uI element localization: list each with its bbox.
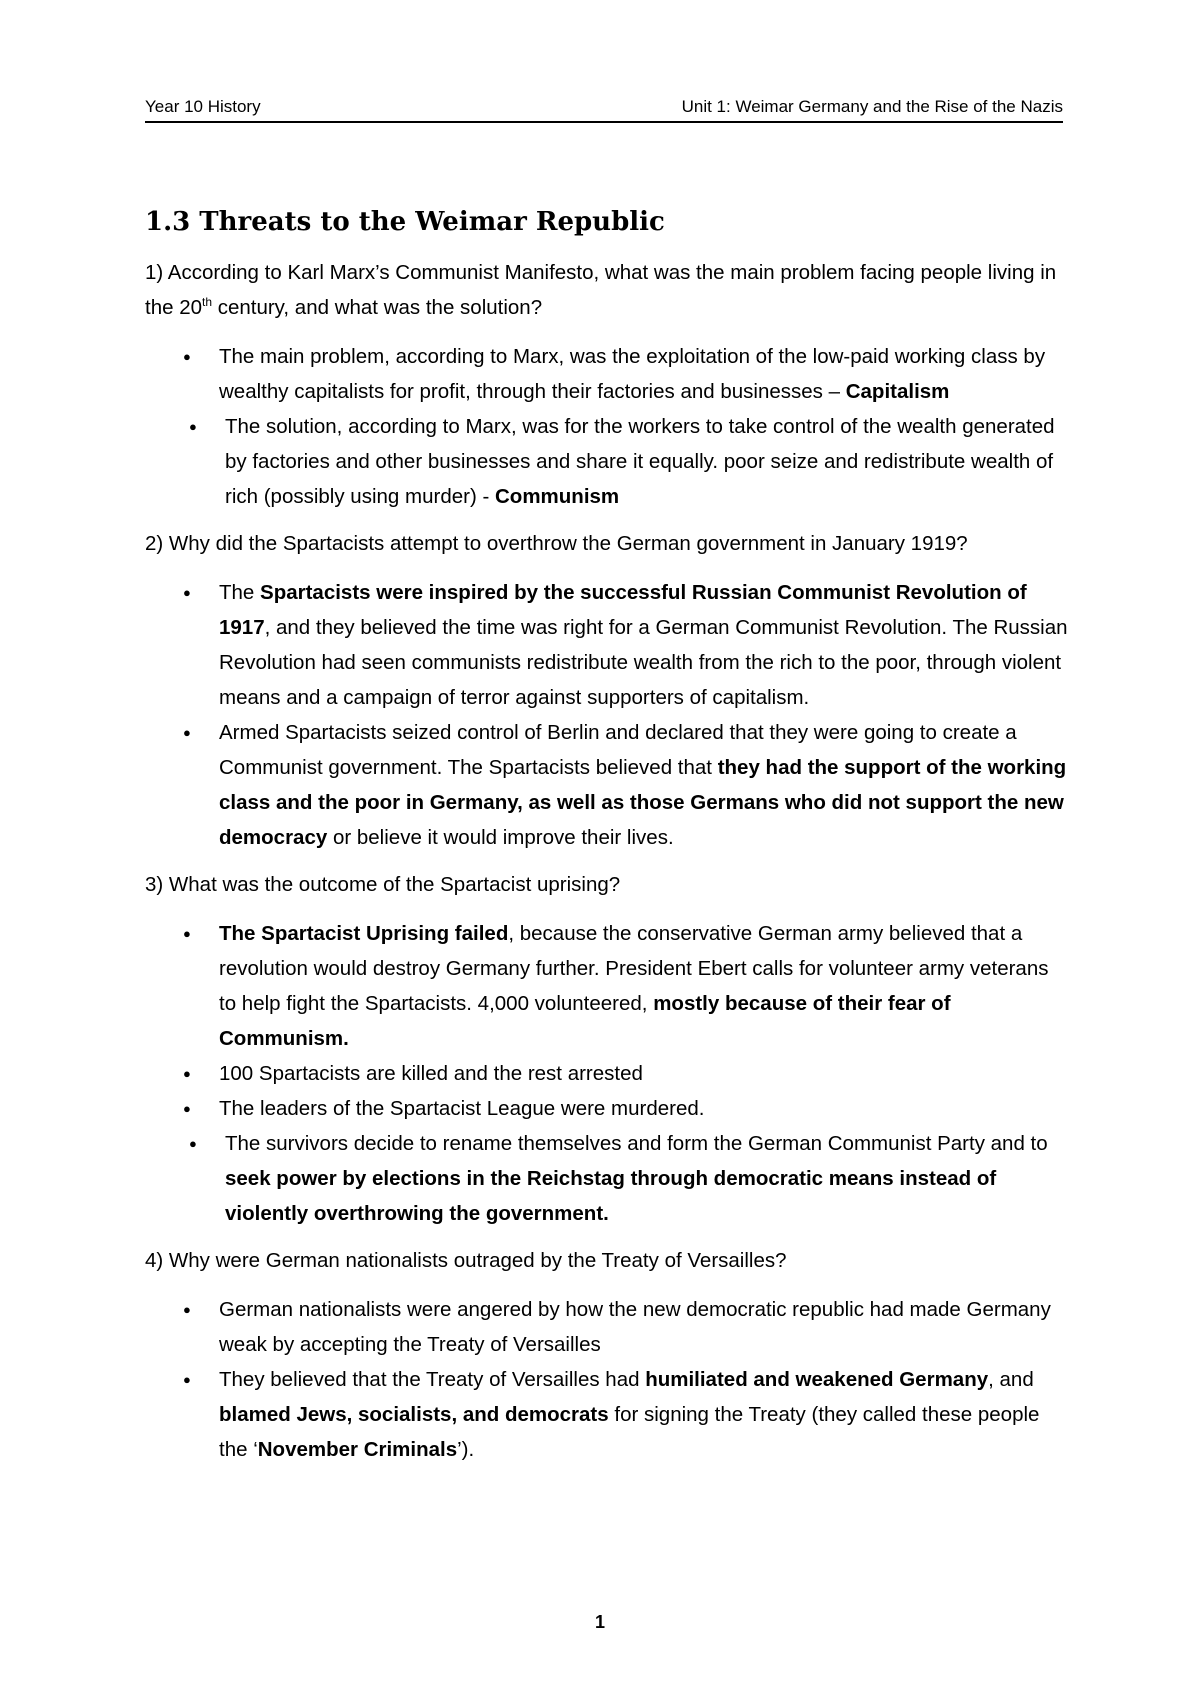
- bold-text: Spartacists were inspired by the successful Russian Communist Revolution of 1917: [219, 581, 1027, 639]
- text: ’).: [457, 1438, 475, 1461]
- text: or believe it would improve their lives.: [327, 826, 674, 849]
- bold-text: blamed Jews, socialists, and democrats: [219, 1403, 609, 1426]
- answer-4-bullet-2: [145, 1362, 1070, 1467]
- bold-text: Communism: [495, 485, 620, 508]
- answer-2-bullet-1: [145, 575, 1070, 715]
- question-2: 2) Why did the Spartacists attempt to overthrow the German government in January 1919?: [145, 532, 968, 555]
- answer-list-2: [145, 575, 1070, 855]
- answer-3-bullet-2: ● 100 Spartacists are killed and the rest arrested: [145, 1056, 1070, 1091]
- answer-list-1: [145, 339, 1070, 514]
- text: , because the conservative German army believed that a revolution would destroy Germany further. President Ebert calls for volunteer army veterans to help fight the Spartacists. 4,000 volunteered,: [219, 922, 1049, 1015]
- text: Armed Spartacists seized control of Berlin and declared that they were going to create a Communist government. The Spartacists believed that: [219, 721, 1017, 779]
- bold-text: November Criminals: [257, 1438, 458, 1461]
- page-header: [145, 97, 1063, 123]
- text: The survivors decide to rename themselves and form the German Communist Party and to: [225, 1132, 1048, 1155]
- text: The solution, according to Marx, was for the workers to take control of the wealth generated by factories and other businesses and share it equally. poor seize and redistribute wealth of rich (possibly using murder) -: [225, 415, 1055, 508]
- text: The: [219, 581, 261, 604]
- bold-text: they had the support of the working class and the poor in Germany, as well as those Germans who did not support the new democracy: [219, 756, 1067, 849]
- superscript-th: th: [202, 295, 213, 310]
- bold-text: The Spartacist Uprising failed: [219, 922, 509, 945]
- bold-text: mostly because of their fear of Communism.: [219, 992, 951, 1050]
- question-1-text-b: century, and what was the solution?: [212, 296, 543, 319]
- bold-text: Capitalism: [845, 380, 950, 403]
- text: , and they believed the time was right for a German Communist Revolution. The Russian Revolution had seen communists redistribute wealth from the rich to the poor, through violent means and a campaign of terror against supporters of capitalism.: [219, 616, 1068, 709]
- text: for signing the Treaty (they called these people the ‘: [219, 1403, 1040, 1461]
- answer-2-bullet-2: [145, 715, 1070, 855]
- answer-3-bullet-3: ● The leaders of the Spartacist League were murdered.: [145, 1091, 1070, 1126]
- header-course: Year 10 History: [145, 97, 261, 116]
- text: , and: [988, 1368, 1034, 1391]
- answer-list-3: [145, 916, 1070, 1231]
- answer-3-bullet-4: [145, 1126, 1070, 1231]
- text: The main problem, according to Marx, was the exploitation of the low-paid working class by wealthy capitalists for profit, through their factories and businesses –: [219, 345, 1046, 403]
- question-4: 4) Why were German nationalists outraged by the Treaty of Versailles?: [145, 1249, 787, 1272]
- bold-text: humiliated and weakened Germany: [645, 1368, 989, 1391]
- worksheet-body: [145, 205, 1070, 1479]
- question-3: 3) What was the outcome of the Spartacist uprising?: [145, 873, 621, 896]
- question-1-text-a: 1) According to Karl Marx’s Communist Manifesto, what was the main problem facing people living in the 20: [145, 261, 1057, 319]
- header-unit: Unit 1: Weimar Germany and the Rise of the Nazis: [681, 97, 1063, 116]
- answer-1-bullet-2: [145, 409, 1070, 514]
- answer-4-bullet-1: ● German nationalists were angered by how the new democratic republic had made Germany weak by accepting the Treaty of Versailles: [145, 1292, 1070, 1362]
- page-number: 1: [594, 1612, 605, 1632]
- answer-1-bullet-1: [145, 339, 1070, 409]
- section-title: 1.3 Threats to the Weimar Republic: [145, 207, 665, 237]
- answer-3-bullet-1: [145, 916, 1070, 1056]
- text: They believed that the Treaty of Versailles had: [219, 1368, 646, 1391]
- answer-list-4: [145, 1292, 1070, 1467]
- bold-text: seek power by elections in the Reichstag through democratic means instead of violently overthrowing the government.: [225, 1167, 997, 1225]
- question-1: [145, 255, 1070, 325]
